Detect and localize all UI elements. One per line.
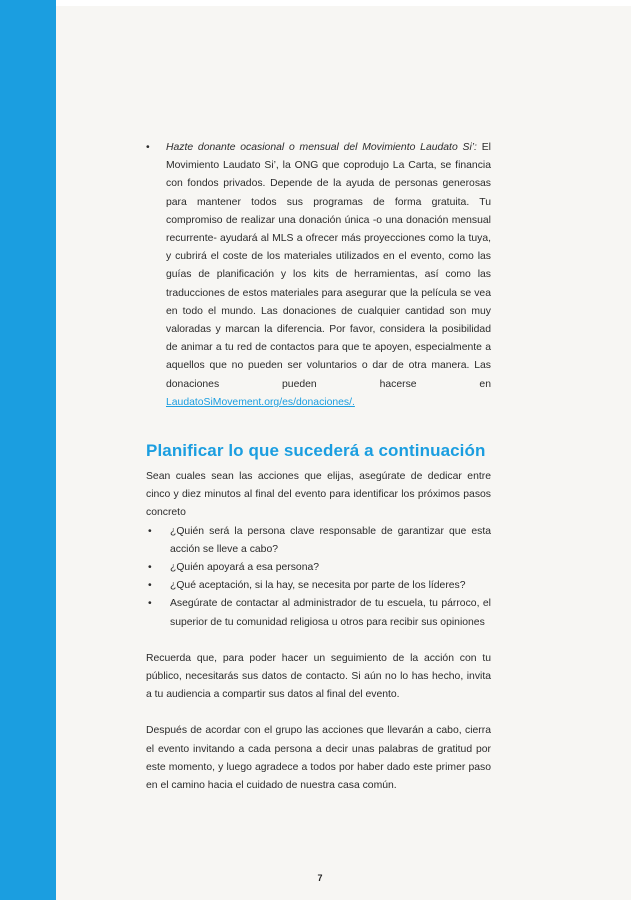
page-content bbox=[146, 139, 491, 795]
list-item-text: Asegúrate de contactar al administrador de tu escuela, tu párroco, el superior de tu comunidad religiosa u otros para recibir sus opiniones bbox=[170, 598, 491, 628]
right-margin-strip bbox=[631, 0, 637, 900]
list-item bbox=[148, 595, 491, 631]
page-number-text: 7 bbox=[317, 873, 323, 883]
contact-paragraph: Recuerda que, para poder hacer un seguimiento de la acción con tu público, necesitarás sus datos de contacto. Si aún no lo has hecho, invita a tu audiencia a compartir sus datos al final del evento. bbox=[146, 652, 491, 701]
donation-lead: Hazte donante ocasional o mensual del Movimiento Laudato Si’: bbox=[166, 142, 477, 153]
side-color-band bbox=[0, 0, 56, 900]
list-item-text: ¿Quién apoyará a esa persona? bbox=[170, 562, 320, 574]
bullet-dot: • bbox=[148, 598, 152, 610]
spacer bbox=[146, 704, 491, 722]
list-item-text: ¿Quién será la persona clave responsable de garantizar que esta acción se lleve a cabo? bbox=[170, 525, 491, 555]
bullet-dot: • bbox=[148, 580, 152, 592]
donation-body: El Movimiento Laudato Si’, la ONG que coprodujo La Carta, se financia con fondos privados. Depende de la ayuda de personas generosas para mantener todos sus programas de forma gratuita. Tu compromiso de realizar una donación única -o una donación mensual recurrente- ayudará al MLS a ofrecer más proyecciones como la tuya, y cubrirá el coste de los materiales utilizados en el evento, como las guías de planificación y los kits de herramientas, así como las traducciones de estos materiales para asegurar que la película se vea en todo el mundo. Las donaciones de cualquier cantidad son muy valoradas y marcan la diferencia. Por favor, considera la posibilidad de animar a tu red de contactos para que te apoyen, especialmente a aquellos que no pueden ser voluntarios o dar de otra manera. Las donaciones pueden hacerse en bbox=[166, 142, 491, 390]
list-item-text: ¿Qué aceptación, si la hay, se necesita por parte de los líderes? bbox=[170, 580, 466, 592]
section-intro: Sean cuales sean las acciones que elijas, asegúrate de dedicar entre cinco y diez minutos al final del evento para identificar los próximos pasos concreto bbox=[146, 471, 491, 519]
section-heading: Planificar lo que sucederá a continuación bbox=[146, 441, 486, 461]
next-steps-list bbox=[146, 523, 491, 632]
donation-link[interactable]: LaudatoSiMovement.org/es/donaciones/. bbox=[166, 396, 355, 408]
closing-paragraph: Después de acordar con el grupo las acciones que llevarán a cabo, cierra el evento invitando a cada persona a decir unas palabras de gratitud por este momento, y luego agradece a todos por haber dado este primer paso en el camino hacia el cuidado de nuestra casa común. bbox=[146, 725, 491, 792]
spacer bbox=[146, 632, 491, 650]
bullet-dot: • bbox=[148, 525, 152, 537]
bullet-dot: • bbox=[146, 142, 150, 153]
bullet-dot: • bbox=[148, 562, 152, 574]
donation-bullet bbox=[146, 139, 491, 412]
list-item bbox=[148, 523, 491, 559]
list-item bbox=[148, 559, 491, 577]
top-margin-strip bbox=[56, 0, 637, 6]
list-item bbox=[148, 577, 491, 595]
page-number bbox=[0, 873, 637, 883]
